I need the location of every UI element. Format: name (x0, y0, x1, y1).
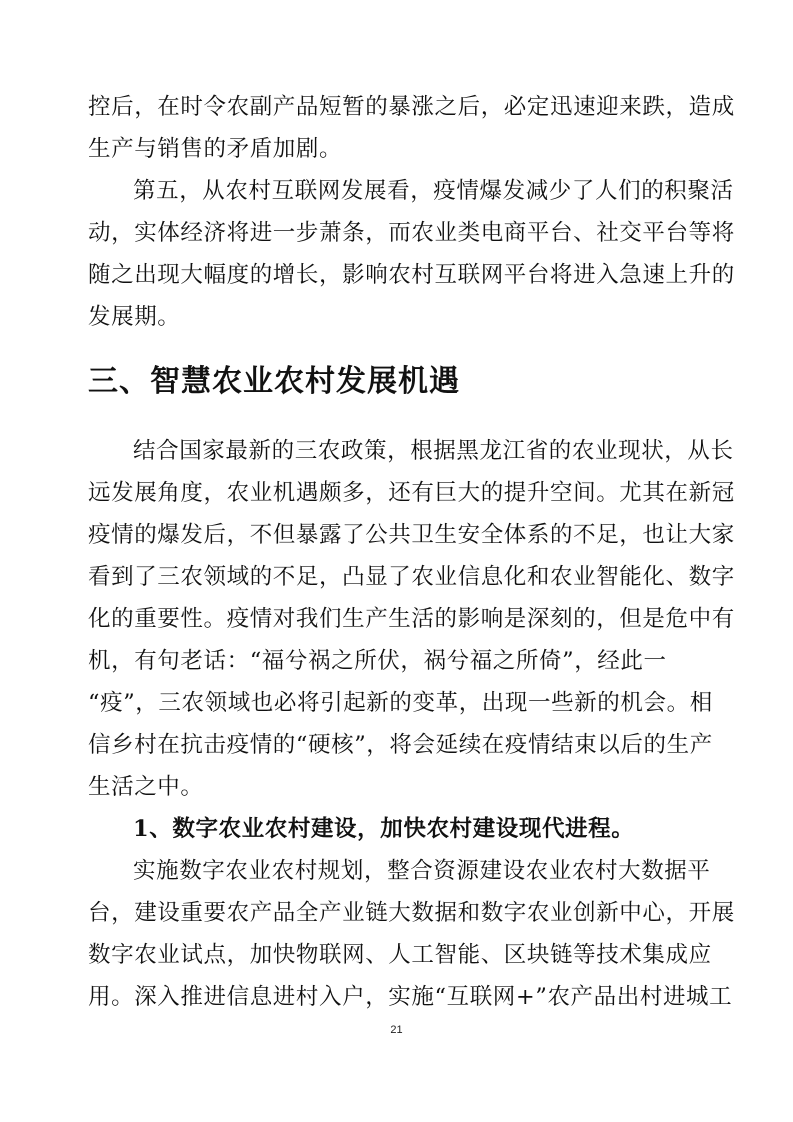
paragraph-intro (88, 430, 735, 808)
paragraph-digital (88, 850, 735, 1018)
text-line: 随之出现大幅度的增长，影响农村互联网平台将进入急速上升的 (88, 262, 735, 288)
page-number: 21 (390, 1024, 403, 1036)
text-line: 第五，从农村互联网发展看，疫情爆发减少了人们的积聚活 (133, 178, 734, 204)
text-line: 实施数字农业农村规划，整合资源建设农业农村大数据平 (133, 858, 711, 884)
document-page (88, 86, 735, 1018)
text-line: 台，建设重要农产品全产业链大数据和数字农业创新中心，开展 (88, 900, 735, 926)
text-line: 疫情的爆发后，不但暴露了公共卫生安全体系的不足，也让大家 (88, 522, 735, 548)
text-line: 用。深入推进信息进村入户，实施“互联网+”农产品出村进城工 (88, 984, 733, 1010)
text-line: 机，有句老话：“福兮祸之所伏，祸兮福之所倚”，经此一 (88, 648, 667, 674)
text-line: 结合国家最新的三农政策，根据黑龙江省的农业现状，从长 (133, 438, 734, 464)
text-line: 远发展角度，农业机遇颇多，还有巨大的提升空间。尤其在新冠 (88, 480, 735, 506)
paragraph-fifth (88, 170, 735, 338)
text-line: 看到了三农领域的不足，凸显了农业信息化和农业智能化、数字 (88, 564, 735, 590)
section-heading: 三、智慧农业农村发展机遇 (88, 364, 460, 399)
text-line: 数字农业试点，加快物联网、人工智能、区块链等技术集成应 (88, 942, 712, 968)
text-line: 发展期。 (88, 304, 181, 330)
text-line: 生活之中。 (88, 774, 204, 800)
text-line: 生产与销售的矛盾加剧。 (88, 136, 343, 162)
text-line: “疫”，三农领域也必将引起新的变革，出现一些新的机会。相 (88, 690, 713, 716)
text-line: 化的重要性。疫情对我们生产生活的影响是深刻的，但是危中有 (88, 606, 735, 632)
subsection-heading: 1、数字农业农村建设，加快农村建设现代进程。 (133, 816, 635, 842)
text-line: 控后，在时令农副产品短暂的暴涨之后，必定迅速迎来跌，造成 (88, 94, 735, 120)
text-line: 信乡村在抗击疫情的“硬核”，将会延续在疫情结束以后的生产 (88, 732, 713, 758)
text-line: 动，实体经济将进一步萧条，而农业类电商平台、社交平台等将 (88, 220, 735, 246)
continued-paragraph (88, 86, 735, 170)
